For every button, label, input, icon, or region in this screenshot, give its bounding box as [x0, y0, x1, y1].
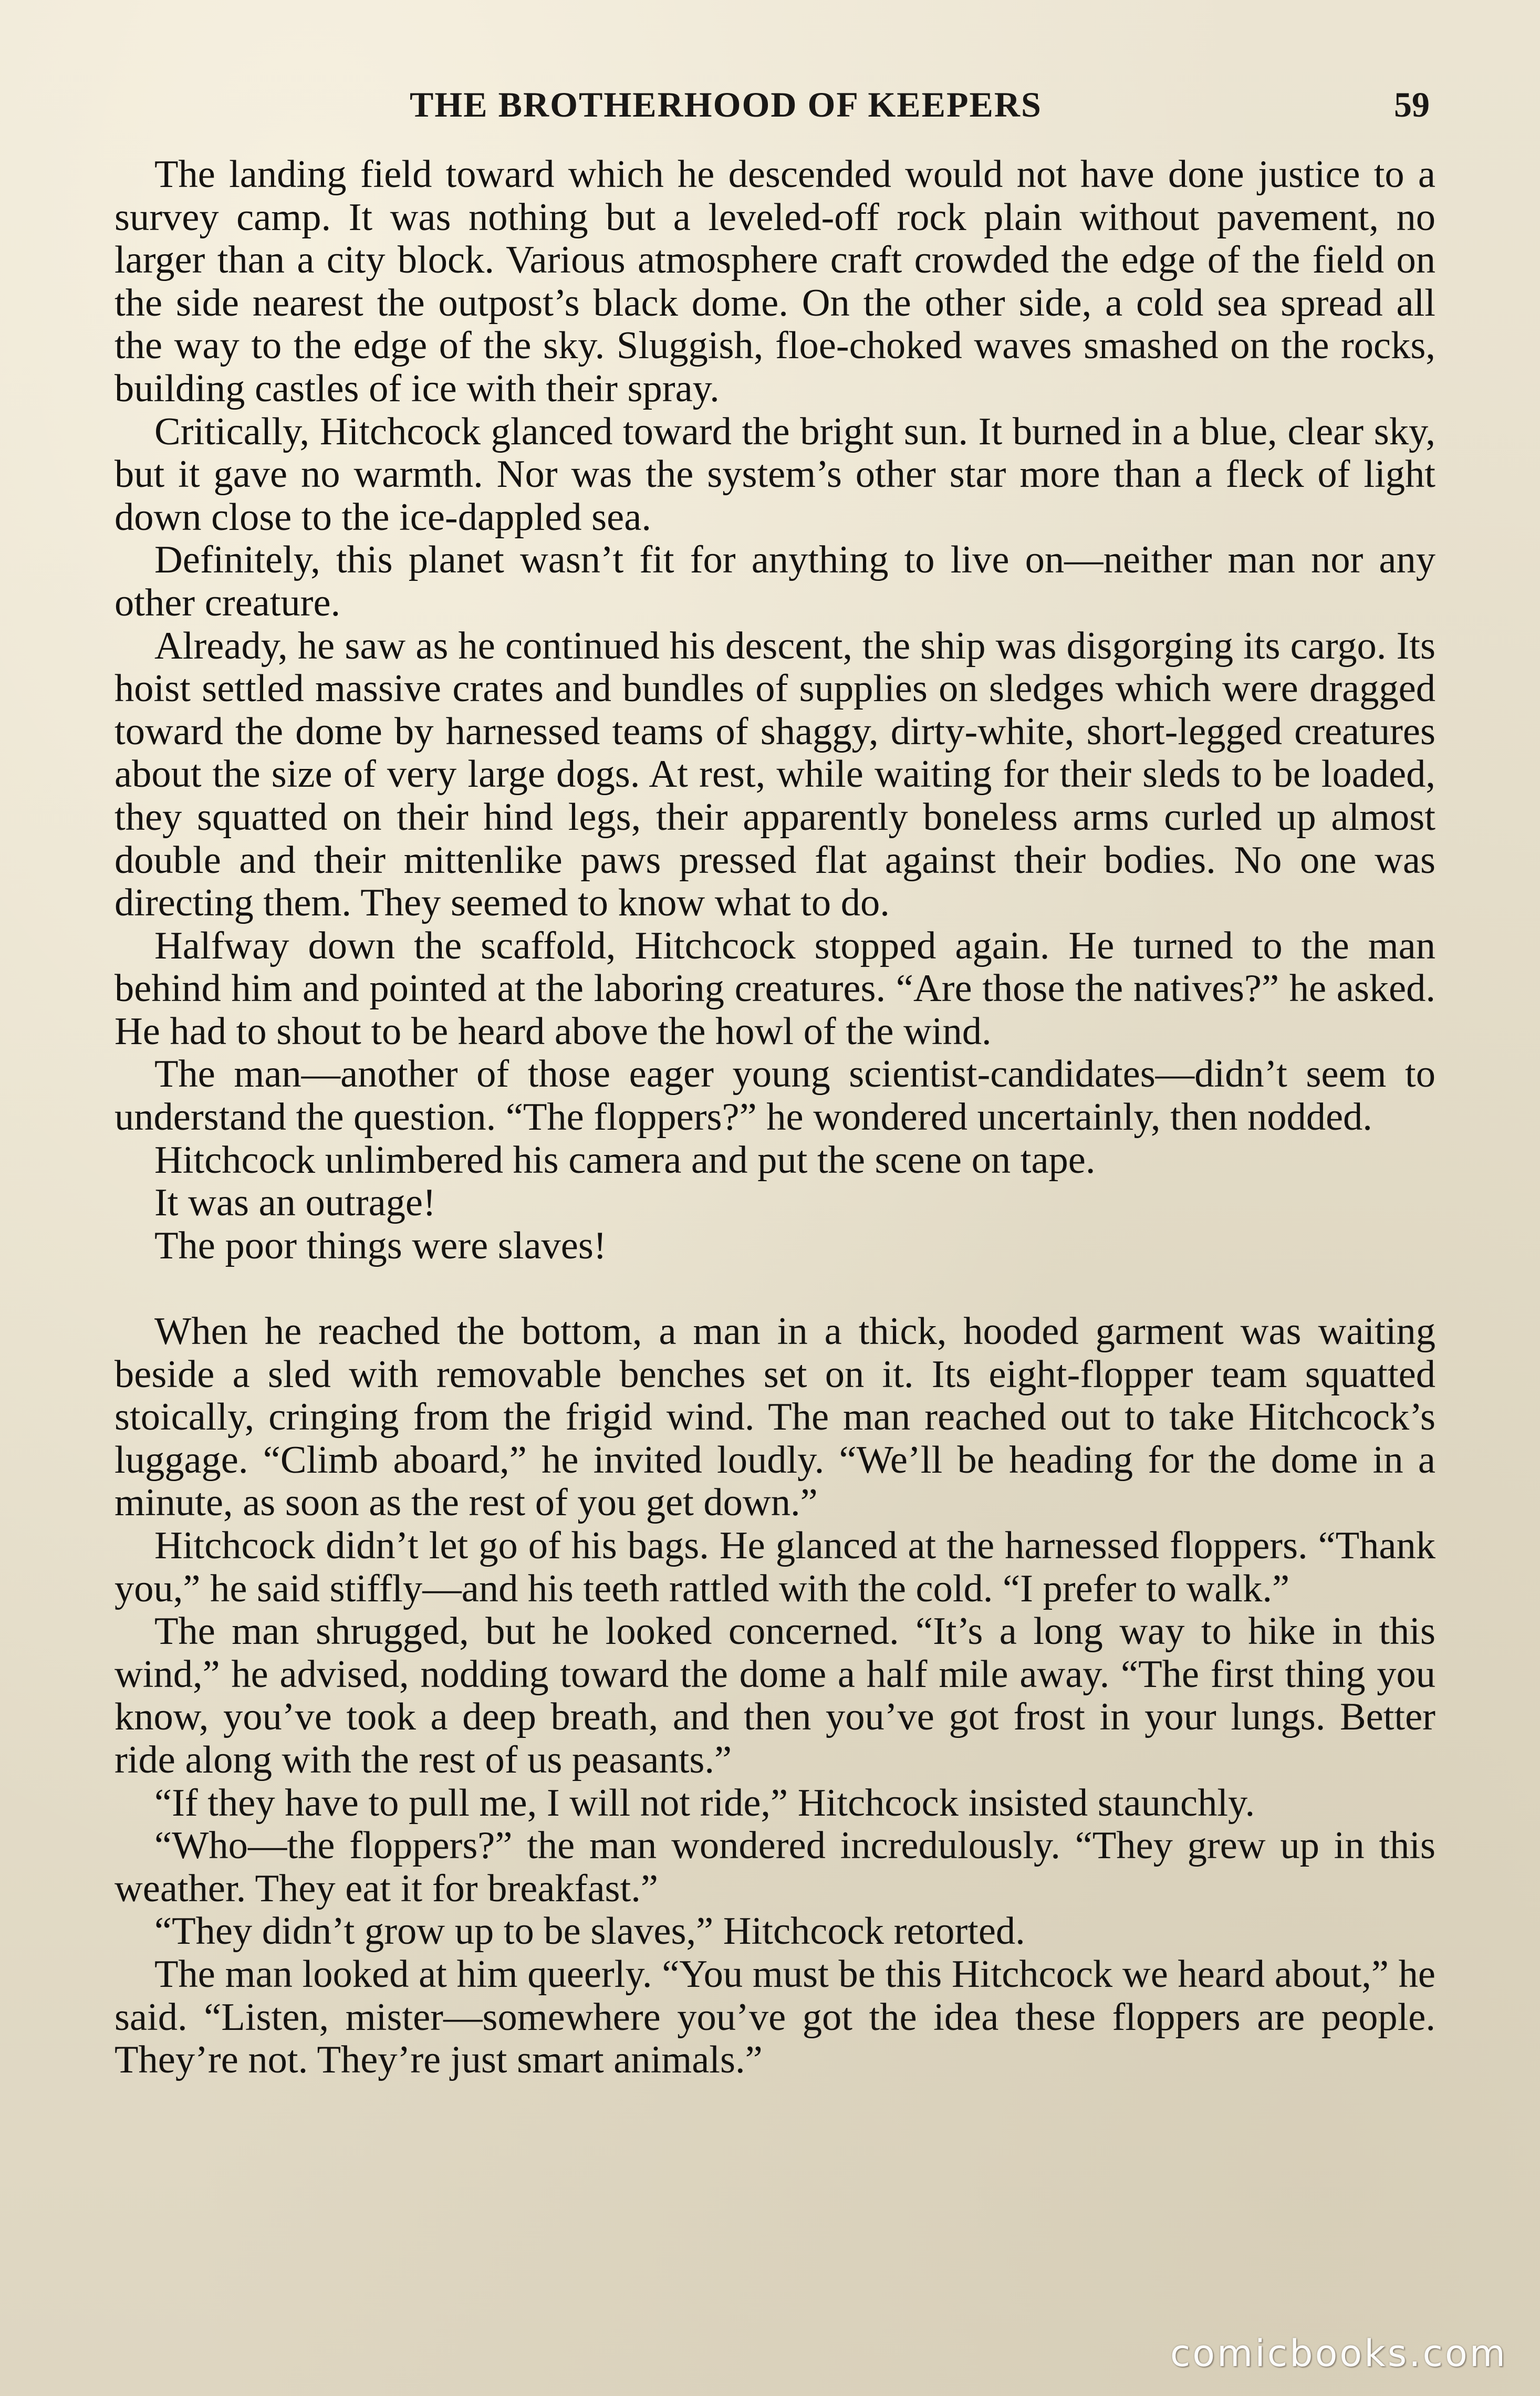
paragraph: The man shrugged, but he looked concerned. “It’s a long way to hike in this wind,” he advised, nodding toward the dome a half mile away. “The first thing you know, you’ve took a deep breath, and then you’ve got frost in your lungs. Better ride along with the rest of us peasants.”: [115, 1610, 1435, 1782]
paragraph: The landing field toward which he descended would not have done justice to a survey camp. It was nothing but a leveled-off rock plain without pavement, no larger than a city block. Various atmosphere craft crowded the edge of the field on the side nearest the outpost’s black dome. On the other side, a cold sea spread all the way to the edge of the sky. Sluggish, floe-choked waves smashed on the rocks, building castles of ice with their spray.: [115, 153, 1435, 410]
paragraph: It was an outrage!: [154, 1181, 436, 1225]
paragraph: Halfway down the scaffold, Hitchcock stopped again. He turned to the man behind him and pointed at the laboring creatures. “Are those the natives?” he asked. He had to shout to be heard above the howl of the wind.: [115, 924, 1435, 1053]
paragraph: The man looked at him queerly. “You must be this Hitchcock we heard about,” he said. “Listen, mister—somewhere you’ve got the idea these floppers are people. They’re not. They’re just smart animals.”: [115, 1952, 1435, 2082]
page-header: [116, 84, 1430, 142]
paragraph: “Who—the floppers?” the man wondered incredulously. “They grew up in this weather. They eat it for breakfast.”: [115, 1824, 1435, 1910]
site-watermark: comicbooks.com: [1170, 2332, 1507, 2375]
paragraph: “They didn’t grow up to be slaves,” Hitchcock retorted.: [154, 1910, 1025, 1953]
paragraph: Hitchcock unlimbered his camera and put the scene on tape.: [154, 1138, 1096, 1182]
body-text: [115, 153, 1435, 2082]
paragraph: Critically, Hitchcock glanced toward the bright sun. It burned in a blue, clear sky, but it gave no warmth. Nor was the system’s other star more than a fleck of light down close to the ice-dappled sea.: [115, 410, 1435, 539]
paragraph: The man—another of those eager young scientist-candidates—didn’t seem to understand the question. “The floppers?” he wondered uncertainly, then nodded.: [115, 1053, 1435, 1139]
paragraph-section-start: When he reached the bottom, a man in a thick, hooded garment was waiting beside a sled with removable benches set on it. Its eight-flopper team squatted stoically, cringing from the frigid wind. The man reached out to take Hitchcock’s luggage. “Climb aboard,” he invited loudly. “We’ll be heading for the dome in a minute, as soon as the rest of you get down.”: [115, 1310, 1435, 1525]
paragraph: Hitchcock didn’t let go of his bags. He glanced at the harnessed floppers. “Thank you,” he said stiffly—and his teeth rattled with the cold. “I prefer to walk.”: [115, 1524, 1435, 1610]
paragraph: Already, he saw as he continued his descent, the ship was disgorging its cargo. Its hoist settled massive crates and bundles of supplies on sledges which were dragged toward the dome by harnessed teams of shaggy, dirty-white, short-legged creatures about the size of very large dogs. At rest, while waiting for their sleds to be loaded, they squatted on their hind legs, their apparently boneless arms curled up almost double and their mittenlike paws pressed flat against their bodies. No one was directing them. They seemed to know what to do.: [115, 624, 1435, 925]
paragraph: “If they have to pull me, I will not ride,” Hitchcock insisted staunchly.: [154, 1781, 1255, 1825]
running-title: THE BROTHERHOOD OF KEEPERS: [410, 85, 1042, 124]
page-number: 59: [1394, 85, 1430, 124]
paragraph: Definitely, this planet wasn’t fit for anything to live on—neither man nor any other creature.: [115, 538, 1435, 624]
paragraph: The poor things were slaves!: [154, 1224, 607, 1267]
